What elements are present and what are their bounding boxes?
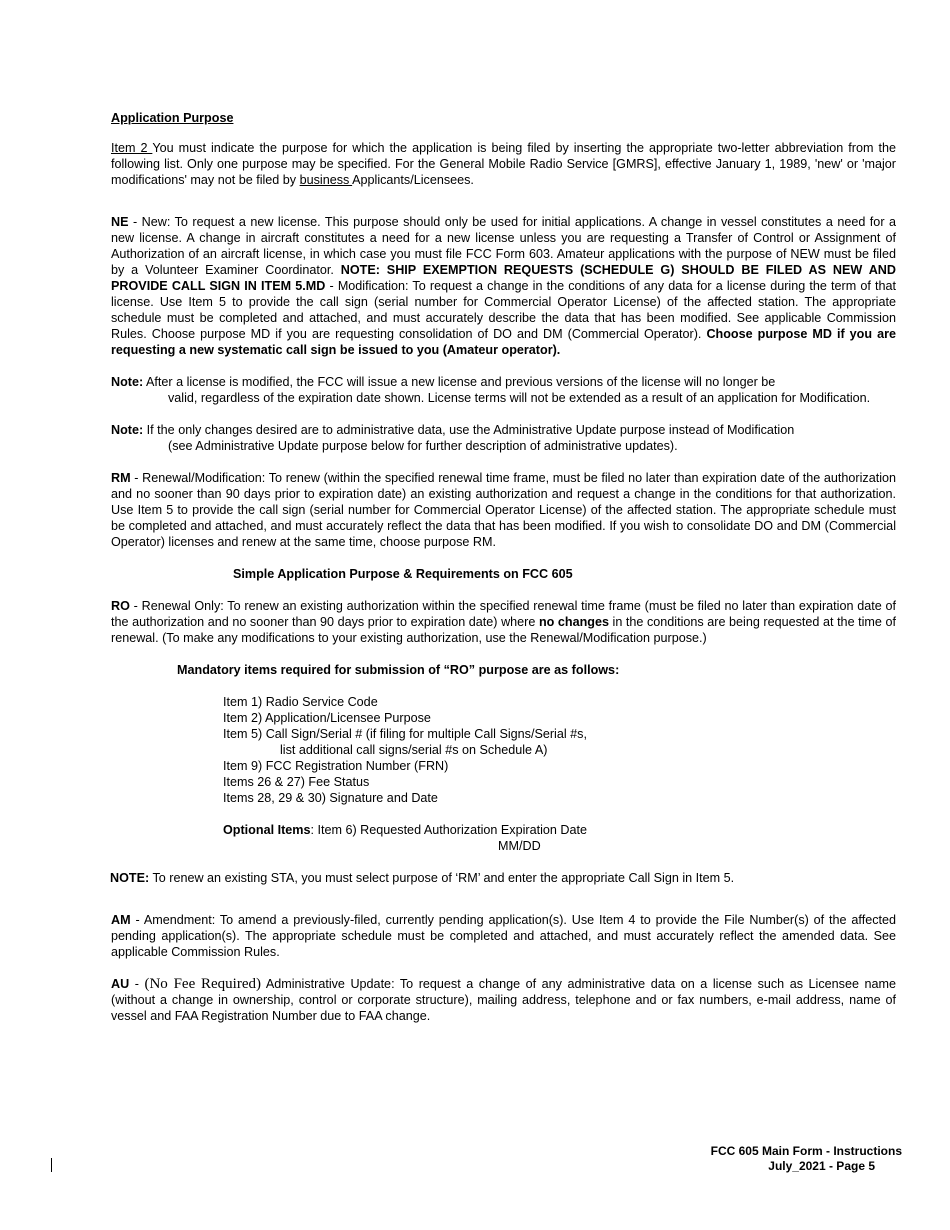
- ro-code: RO: [111, 599, 130, 613]
- note-first-line: After a license is modified, the FCC will issue a new license and previous versions of the license will no longer be: [143, 375, 776, 389]
- au-text: Administrative Update: To request a change of any administrative data on a license such as Licensee name (without a change in ownership, control or corporate structure), mailing address, telephone and or fax numbers, e-mail address, name of vessel and FAA Registration Number due to FAA change.: [111, 977, 896, 1023]
- ne-bold2: Choose purpose MD if you are requesting a new systematic call sign be issued to you (Amateur operator).: [111, 327, 896, 357]
- ne-code: NE: [111, 215, 129, 229]
- page-footer: [711, 1144, 902, 1174]
- note-sta-label: NOTE:: [110, 871, 150, 885]
- am-paragraph: [111, 912, 896, 960]
- note-first-line: If the only changes desired are to administrative data, use the Administrative Update purpose instead of Modification: [143, 423, 795, 437]
- mandatory-heading: Mandatory items required for submission of “RO” purpose are as follows:: [177, 663, 620, 677]
- au-dash: -: [129, 977, 145, 991]
- au-code: AU: [111, 977, 130, 991]
- footer-title: FCC 605 Main Form - Instructions: [710, 1144, 902, 1158]
- ro-text1: - Renewal Only: To renew an existing authorization within the specified renewal time frame (must be filed no later than expiration date of the authorization and no sooner than 90 days prior to expiration date) where: [111, 599, 896, 629]
- footer-page: July_2021 - Page 5: [768, 1159, 875, 1173]
- item2-label: Item 2: [111, 141, 153, 155]
- simple-heading: Simple Application Purpose & Requirements on FCC 605: [233, 567, 573, 581]
- note-rest: valid, regardless of the expiration date shown. License terms will not be extended as a result of an application for Modification.: [168, 391, 871, 405]
- instructions-page: [111, 110, 896, 1024]
- list-item: Items 26 & 27) Fee Status: [223, 775, 370, 789]
- note-sta: [110, 870, 896, 886]
- list-item: Item 2) Application/Licensee Purpose: [223, 711, 431, 725]
- note-modification: [111, 374, 896, 406]
- item2-text-after: Applicants/Licensees.: [352, 173, 474, 187]
- ne-paragraph: [111, 214, 896, 358]
- ro-paragraph: [111, 598, 896, 646]
- ne-text1: - New: To request a new license. This purpose should only be used for initial applications. A change in vessel constitutes a need for a new license. A change in aircraft constitutes a need for a new license unless you are requesting a Transfer of Control or Assignment of Authorization of an aircraft license, in which case you must file FCC Form 603. Amateur applications with the purpose of NEW must be filed by a Volunteer Examiner Coordinator.: [111, 215, 896, 277]
- list-item: Item 5) Call Sign/Serial # (if filing for multiple Call Signs/Serial #s,: [223, 727, 587, 741]
- optional-mmdd: MM/DD: [498, 839, 541, 853]
- note-label: Note:: [111, 423, 144, 437]
- note-sta-text: To renew an existing STA, you must select purpose of ‘RM’ and enter the appropriate Call Sign in Item 5.: [149, 871, 735, 885]
- ro-text2: in the conditions are being requested at the time of renewal. (To make any modifications to your existing authorization, use the Renewal/Modification purpose.): [111, 615, 896, 645]
- ro-bold: no changes: [538, 615, 609, 629]
- am-text: - Amendment: To amend a previously-filed, currently pending application(s). Use Item 4 to provide the File Number(s) of the affected pending application(s). The appropriate schedule must be completed and attached, and must accurately reflect the amended data. See applicable Commission Rules.: [111, 913, 896, 959]
- mandatory-items-list: [111, 694, 896, 806]
- text-cursor: [51, 1158, 52, 1172]
- am-code: AM: [111, 913, 131, 927]
- section-heading: Application Purpose: [111, 111, 234, 125]
- au-paragraph: [111, 976, 896, 1024]
- note-rest: (see Administrative Update purpose below for further description of administrative updates).: [168, 439, 678, 453]
- note-admin: [111, 422, 896, 454]
- list-item: Item 9) FCC Registration Number (FRN): [223, 759, 449, 773]
- item2-text: You must indicate the purpose for which the application is being filed by inserting the appropriate two-letter abbreviation from the following list. Only one purpose may be specified. For the General Mobile Radio Service [GMRS], effective January 1, 1989, 'new' or 'major modifications' may not be filed by: [111, 141, 896, 187]
- list-item: Items 28, 29 & 30) Signature and Date: [223, 791, 438, 805]
- rm-text: - Renewal/Modification: To renew (within the specified renewal time frame, must be filed no later than expiration date of the authorization and no sooner than 90 days prior to expiration date) an existing authorization and request a change in the conditions for that authorization. Use Item 5 to provide the call sign (serial number for Commercial Operator License) of the affected station. The appropriate schedule must be completed and attached, and must accurately reflect the data that has been modified. If you wish to consolidate DO and DM (Commercial Operator) licenses and renew at the same time, choose purpose RM.: [111, 471, 896, 549]
- ne-text2: - Modification: To request a change in the conditions of any data for a license during the term of that license. Use Item 5 to provide the call sign (serial number for Commercial Operator License) of the affected station. The appropriate schedule must be completed and attached, and must accurately describe the data that has been modified. See applicable Commission Rules. Choose purpose MD if you are requesting consolidation of DO and DM (Commercial Operator).: [111, 279, 896, 341]
- optional-items: [111, 822, 896, 854]
- rm-code: RM: [111, 471, 131, 485]
- optional-label: Optional Items: [223, 823, 311, 837]
- ne-bold1: NOTE: SHIP EXEMPTION REQUESTS (SCHEDULE G) SHOULD BE FILED AS NEW AND PROVIDE CALL SIGN IN ITEM 5.MD: [111, 263, 896, 293]
- item2-business: business: [299, 173, 353, 187]
- au-fee: (No Fee Required): [144, 976, 261, 992]
- optional-text: : Item 6) Requested Authorization Expiration Date: [310, 823, 587, 837]
- rm-paragraph: [111, 470, 896, 550]
- list-item: list additional call signs/serial #s on Schedule A): [280, 743, 548, 757]
- note-label: Note:: [111, 375, 144, 389]
- list-item: Item 1) Radio Service Code: [223, 695, 378, 709]
- item2-paragraph: [111, 140, 896, 188]
